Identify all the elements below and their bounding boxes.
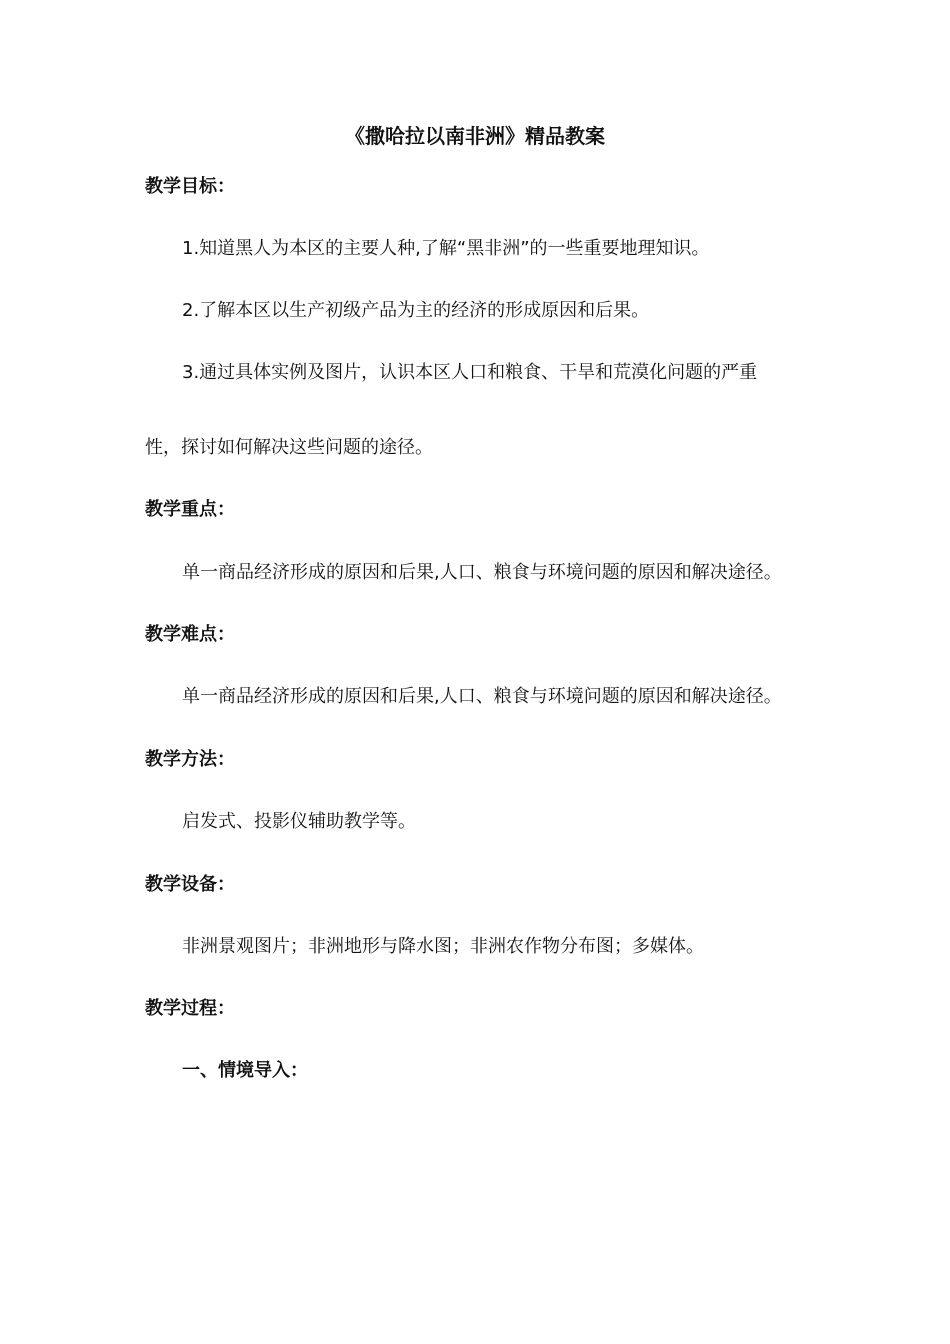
objective-item-2: 2.了解本区以生产初级产品为主的经济的形成原因和后果。 xyxy=(182,300,650,321)
equipment-heading: 教学设备： xyxy=(145,874,235,895)
key-points-heading: 教学重点： xyxy=(145,499,235,520)
process-heading: 教学过程： xyxy=(145,998,235,1019)
equipment-text: 非洲景观图片；非洲地形与降水图；非洲农作物分布图；多媒体。 xyxy=(182,936,704,957)
document-title: 《撒哈拉以南非洲》精品教案 xyxy=(345,124,605,148)
methods-text: 启发式、投影仪辅助教学等。 xyxy=(182,811,416,832)
objective-item-3: 3.通过具体实例及图片，认识本区人口和粮食、干旱和荒漠化问题的严重 xyxy=(182,362,758,383)
key-points-text: 单一商品经济形成的原因和后果,人口、粮食与环境问题的原因和解决途径。 xyxy=(182,562,782,583)
objectives-heading: 教学目标： xyxy=(145,176,235,197)
objective-item-3-continuation: 性，探讨如何解决这些问题的途径。 xyxy=(145,437,433,458)
difficulties-heading: 教学难点： xyxy=(145,624,235,645)
process-step-1-heading: 一、情境导入： xyxy=(182,1060,308,1081)
methods-heading: 教学方法： xyxy=(145,749,235,770)
objective-item-1: 1.知道黑人为本区的主要人种,了解“黑非洲”的一些重要地理知识。 xyxy=(182,238,710,259)
difficulties-text: 单一商品经济形成的原因和后果,人口、粮食与环境问题的原因和解决途径。 xyxy=(182,686,782,707)
